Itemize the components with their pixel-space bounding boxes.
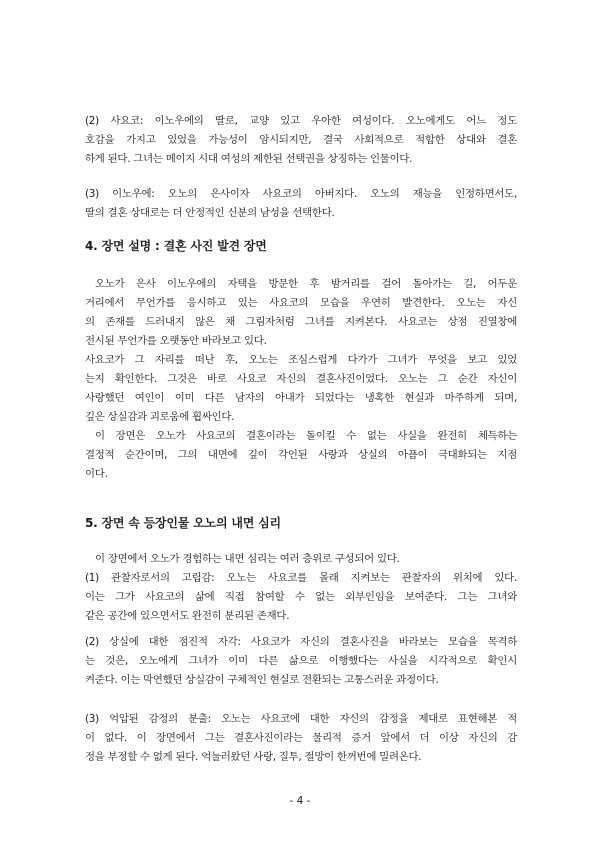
text-line: 거리에서 무언가를 응시하고 있는 사요코의 모습을 우연히 발견한다. 오노는 자신 — [85, 297, 517, 309]
character-description-sayoko — [85, 112, 517, 169]
text-line: (2) 상실에 대한 점진적 자각: 사요코가 자신의 결혼사진을 바라보는 모습을 목격하 — [85, 636, 517, 648]
section-5-heading: 5. 장면 속 등장인물 오노의 내면 심리 — [85, 516, 281, 530]
text-line: 결정적 순간이며, 그의 내면에 깊이 각인된 사랑과 상실의 아픔이 극대화되는 지점 — [85, 449, 517, 461]
text-line: 하게 된다. 그녀는 메이지 시대 여성의 제한된 선택권을 상징하는 인물이다. — [85, 153, 413, 165]
text-line: 호감을 가지고 있었을 가능성이 암시되지만, 결국 사회적으로 적합한 상대와 결혼 — [85, 134, 517, 146]
text-line: 오노가 은사 이노우에의 자택을 방문한 후 밤거리를 걸어 돌아가는 길, 어두운 — [95, 278, 517, 290]
text-line: 이는 그가 사요코의 삶에 직접 참여할 수 없는 외부인임을 보여준다. 그는 그녀와 — [85, 591, 517, 603]
text-line: 이 없다. 이 장면에서 그는 결혼사진이라는 물리적 증거 앞에서 더 이상 자신의 감 — [85, 732, 517, 744]
text-line: (1) 관찰자로서의 고립감: 오노는 사요코를 몰래 지켜보는 관찰자의 위치에 있다. — [85, 572, 517, 584]
section-4-paragraph-1 — [85, 275, 517, 427]
text-line: 이 장면에서 오노가 경험하는 내면 심리는 여러 층위로 구성되어 있다. — [95, 553, 400, 565]
text-line: 딸의 결혼 상대로는 더 안정적인 신분의 남성을 선택한다. — [85, 207, 335, 219]
character-description-inoue — [85, 185, 517, 223]
text-line: 의 존재를 드러내지 않은 채 그림자처럼 그녀를 지켜본다. 사요코는 상점 진열창에 — [85, 316, 517, 328]
text-line: (3) 이노우에: 오노의 은사이자 사요코의 아버지다. 오노의 재능을 인정하면서도, — [85, 188, 517, 200]
section-4-heading: 4. 장면 설명 : 결혼 사진 발견 장면 — [85, 239, 267, 253]
text-line: 정을 부정할 수 없게 된다. 억눌러왔던 사랑, 질투, 절망이 한꺼번에 밀려온다. — [85, 751, 422, 763]
text-line: 사랑했던 여인이 이미 다른 남자의 아내가 되었다는 냉혹한 현실과 마주하게 되며, — [85, 392, 517, 404]
section-4-paragraph-2 — [85, 427, 517, 484]
page-number: - 4 - — [289, 795, 311, 807]
text-line: 사요코가 그 자리를 떠난 후, 오노는 조심스럽게 다가가 그녀가 무엇을 보고 있었 — [85, 354, 517, 366]
text-line: (2) 사요코: 이노우에의 딸로, 교양 있고 우아한 여성이다. 오노에게도 어느 정도 — [85, 115, 517, 127]
text-line: 깊은 상실감과 괴로움에 휩싸인다. — [85, 411, 235, 423]
text-line: 전시된 무언가를 오랫동안 바라보고 있다. — [85, 335, 267, 347]
section-5-item-3 — [85, 710, 517, 767]
text-line: 는지 확인한다. 그것은 바로 사요코 자신의 결혼사진이었다. 오노는 그 순간 자신이 — [85, 373, 517, 385]
section-5-intro — [85, 550, 517, 569]
section-5-item-2 — [85, 633, 517, 690]
text-line: 같은 공간에 있으면서도 완전히 분리된 존재다. — [85, 610, 290, 622]
text-line: 이 장면은 오노가 사요코의 결혼이라는 돌이킬 수 없는 사실을 완전히 체득하는 — [95, 430, 517, 442]
section-5-item-1 — [85, 569, 517, 626]
text-line: 이다. — [85, 468, 108, 480]
text-line: 켜준다. 이는 막연했던 상실감이 구체적인 현실로 전환되는 고통스러운 과정이다. — [85, 674, 439, 686]
text-line: (3) 억압된 감정의 분출: 오노는 사요코에 대한 자신의 감정을 제대로 표현해본 적 — [85, 713, 517, 725]
text-line: 는 것은, 오노에게 그녀가 이미 다른 삶으로 이행했다는 사실을 시각적으로 확인시 — [85, 655, 517, 667]
